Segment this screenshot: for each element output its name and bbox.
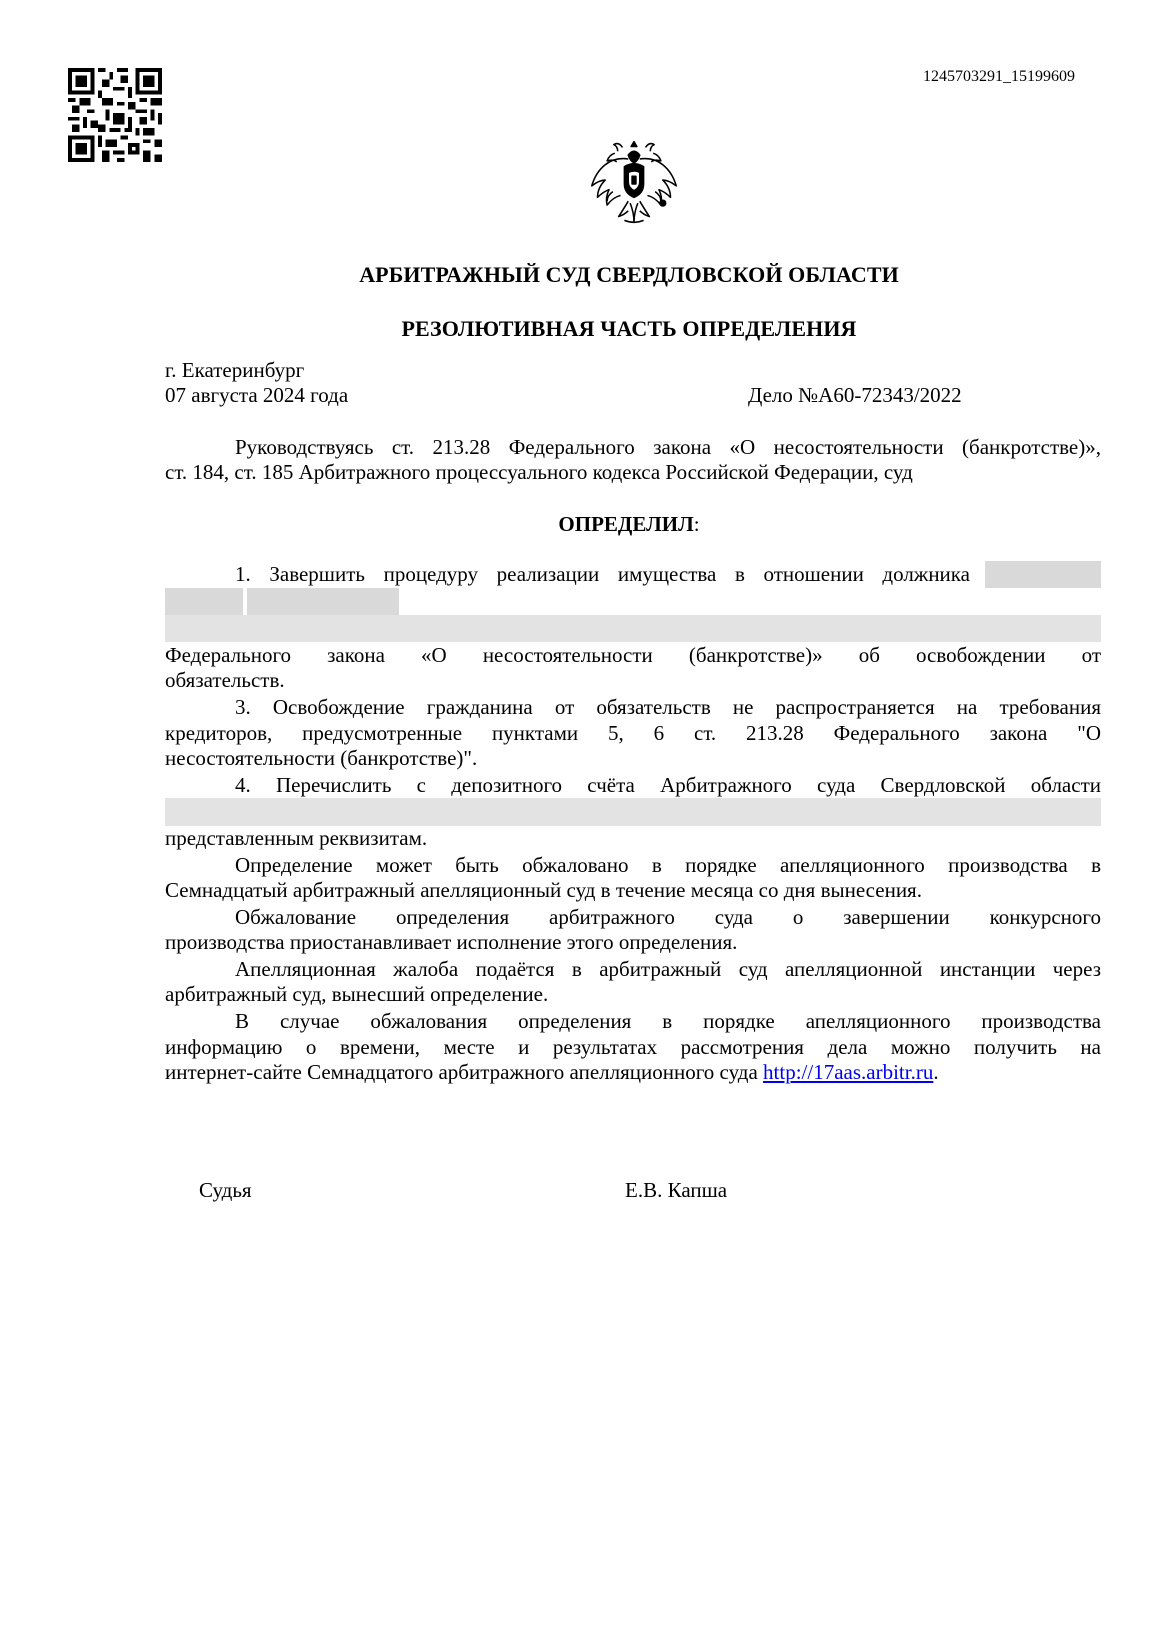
item-4-line-1: 4. Перечислить с депозитного счёта Арбитражного суда Свердловской области (235, 773, 1101, 797)
preamble-line-2: ст. 184, ст. 185 Арбитражного процессуального кодекса Российской Федерации, суд (165, 460, 913, 484)
item-1: 1. Завершить процедуру реализации имущества в отношении должника (235, 562, 970, 586)
item-4-line-3: представленным реквизитам. (165, 826, 428, 850)
redaction-block (165, 588, 243, 615)
appeal-1-line-1: Определение может быть обжаловано в порядке апелляционного производства в (235, 853, 1101, 877)
decided-word: ОПРЕДЕЛИЛ (558, 512, 694, 536)
redaction-block (985, 561, 1101, 588)
preamble-line-1: Руководствуясь ст. 213.28 Федерального закона «О несостоятельности (банкротстве)», (235, 435, 1101, 459)
appeal-4-line-3: интернет-сайте Семнадцатого арбитражного апелляционного суда http://17aas.arbitr.ru. (165, 1060, 939, 1084)
appeal-court-link[interactable]: http://17aas.arbitr.ru (763, 1060, 934, 1084)
appeal-1-line-2: Семнадцатый арбитражный апелляционный суд в течение месяца со дня вынесения. (165, 878, 922, 902)
redaction-block (165, 615, 1101, 642)
document-type: РЕЗОЛЮТИВНАЯ ЧАСТЬ ОПРЕДЕЛЕНИЯ (401, 316, 857, 341)
appeal-3-line-1: Апелляционная жалоба подаётся в арбитражный суд апелляционной инстанции через (235, 957, 1101, 981)
item-3-line-1: 3. Освобождение гражданина от обязательств не распространяется на требования (235, 695, 1101, 719)
appeal-2-line-1: Обжалование определения арбитражного суда о завершении конкурсного (235, 905, 1101, 929)
case-number: Дело №А60-72343/2022 (748, 383, 962, 407)
court-name: АРБИТРАЖНЫЙ СУД СВЕРДЛОВСКОЙ ОБЛАСТИ (359, 262, 899, 287)
appeal-4-line-1: В случае обжалования определения в порядке апелляционного производства (235, 1009, 1101, 1033)
decided-heading: ОПРЕДЕЛИЛ: (558, 512, 700, 536)
item-2-line-1: Федерального закона «О несостоятельности (банкротстве)» об освобождении от (165, 643, 1101, 667)
city: г. Екатеринбург (165, 358, 305, 382)
judge-label: Судья (199, 1178, 252, 1202)
item-3-line-2: кредиторов, предусмотренные пунктами 5, 6 ст. 213.28 Федерального закона "О (165, 721, 1101, 745)
appeal-2-line-2: производства приостанавливает исполнение этого определения. (165, 930, 738, 954)
item-3-line-3: несостоятельности (банкротстве)". (165, 746, 478, 770)
redaction-block (247, 588, 399, 615)
qr-code-icon (68, 68, 162, 162)
appeal-3-line-2: арбитражный суд, вынесший определение. (165, 982, 549, 1006)
item-2-line-2: обязательств. (165, 668, 285, 692)
redaction-block (165, 798, 1101, 826)
judge-name: Е.В. Капша (625, 1178, 728, 1202)
appeal-4-line-2: информацию о времени, месте и результатах рассмотрения дела можно получить на (165, 1035, 1101, 1059)
coat-of-arms-icon (586, 132, 682, 232)
date: 07 августа 2024 года (165, 383, 349, 407)
document-id: 1245703291_15199609 (923, 68, 1075, 85)
